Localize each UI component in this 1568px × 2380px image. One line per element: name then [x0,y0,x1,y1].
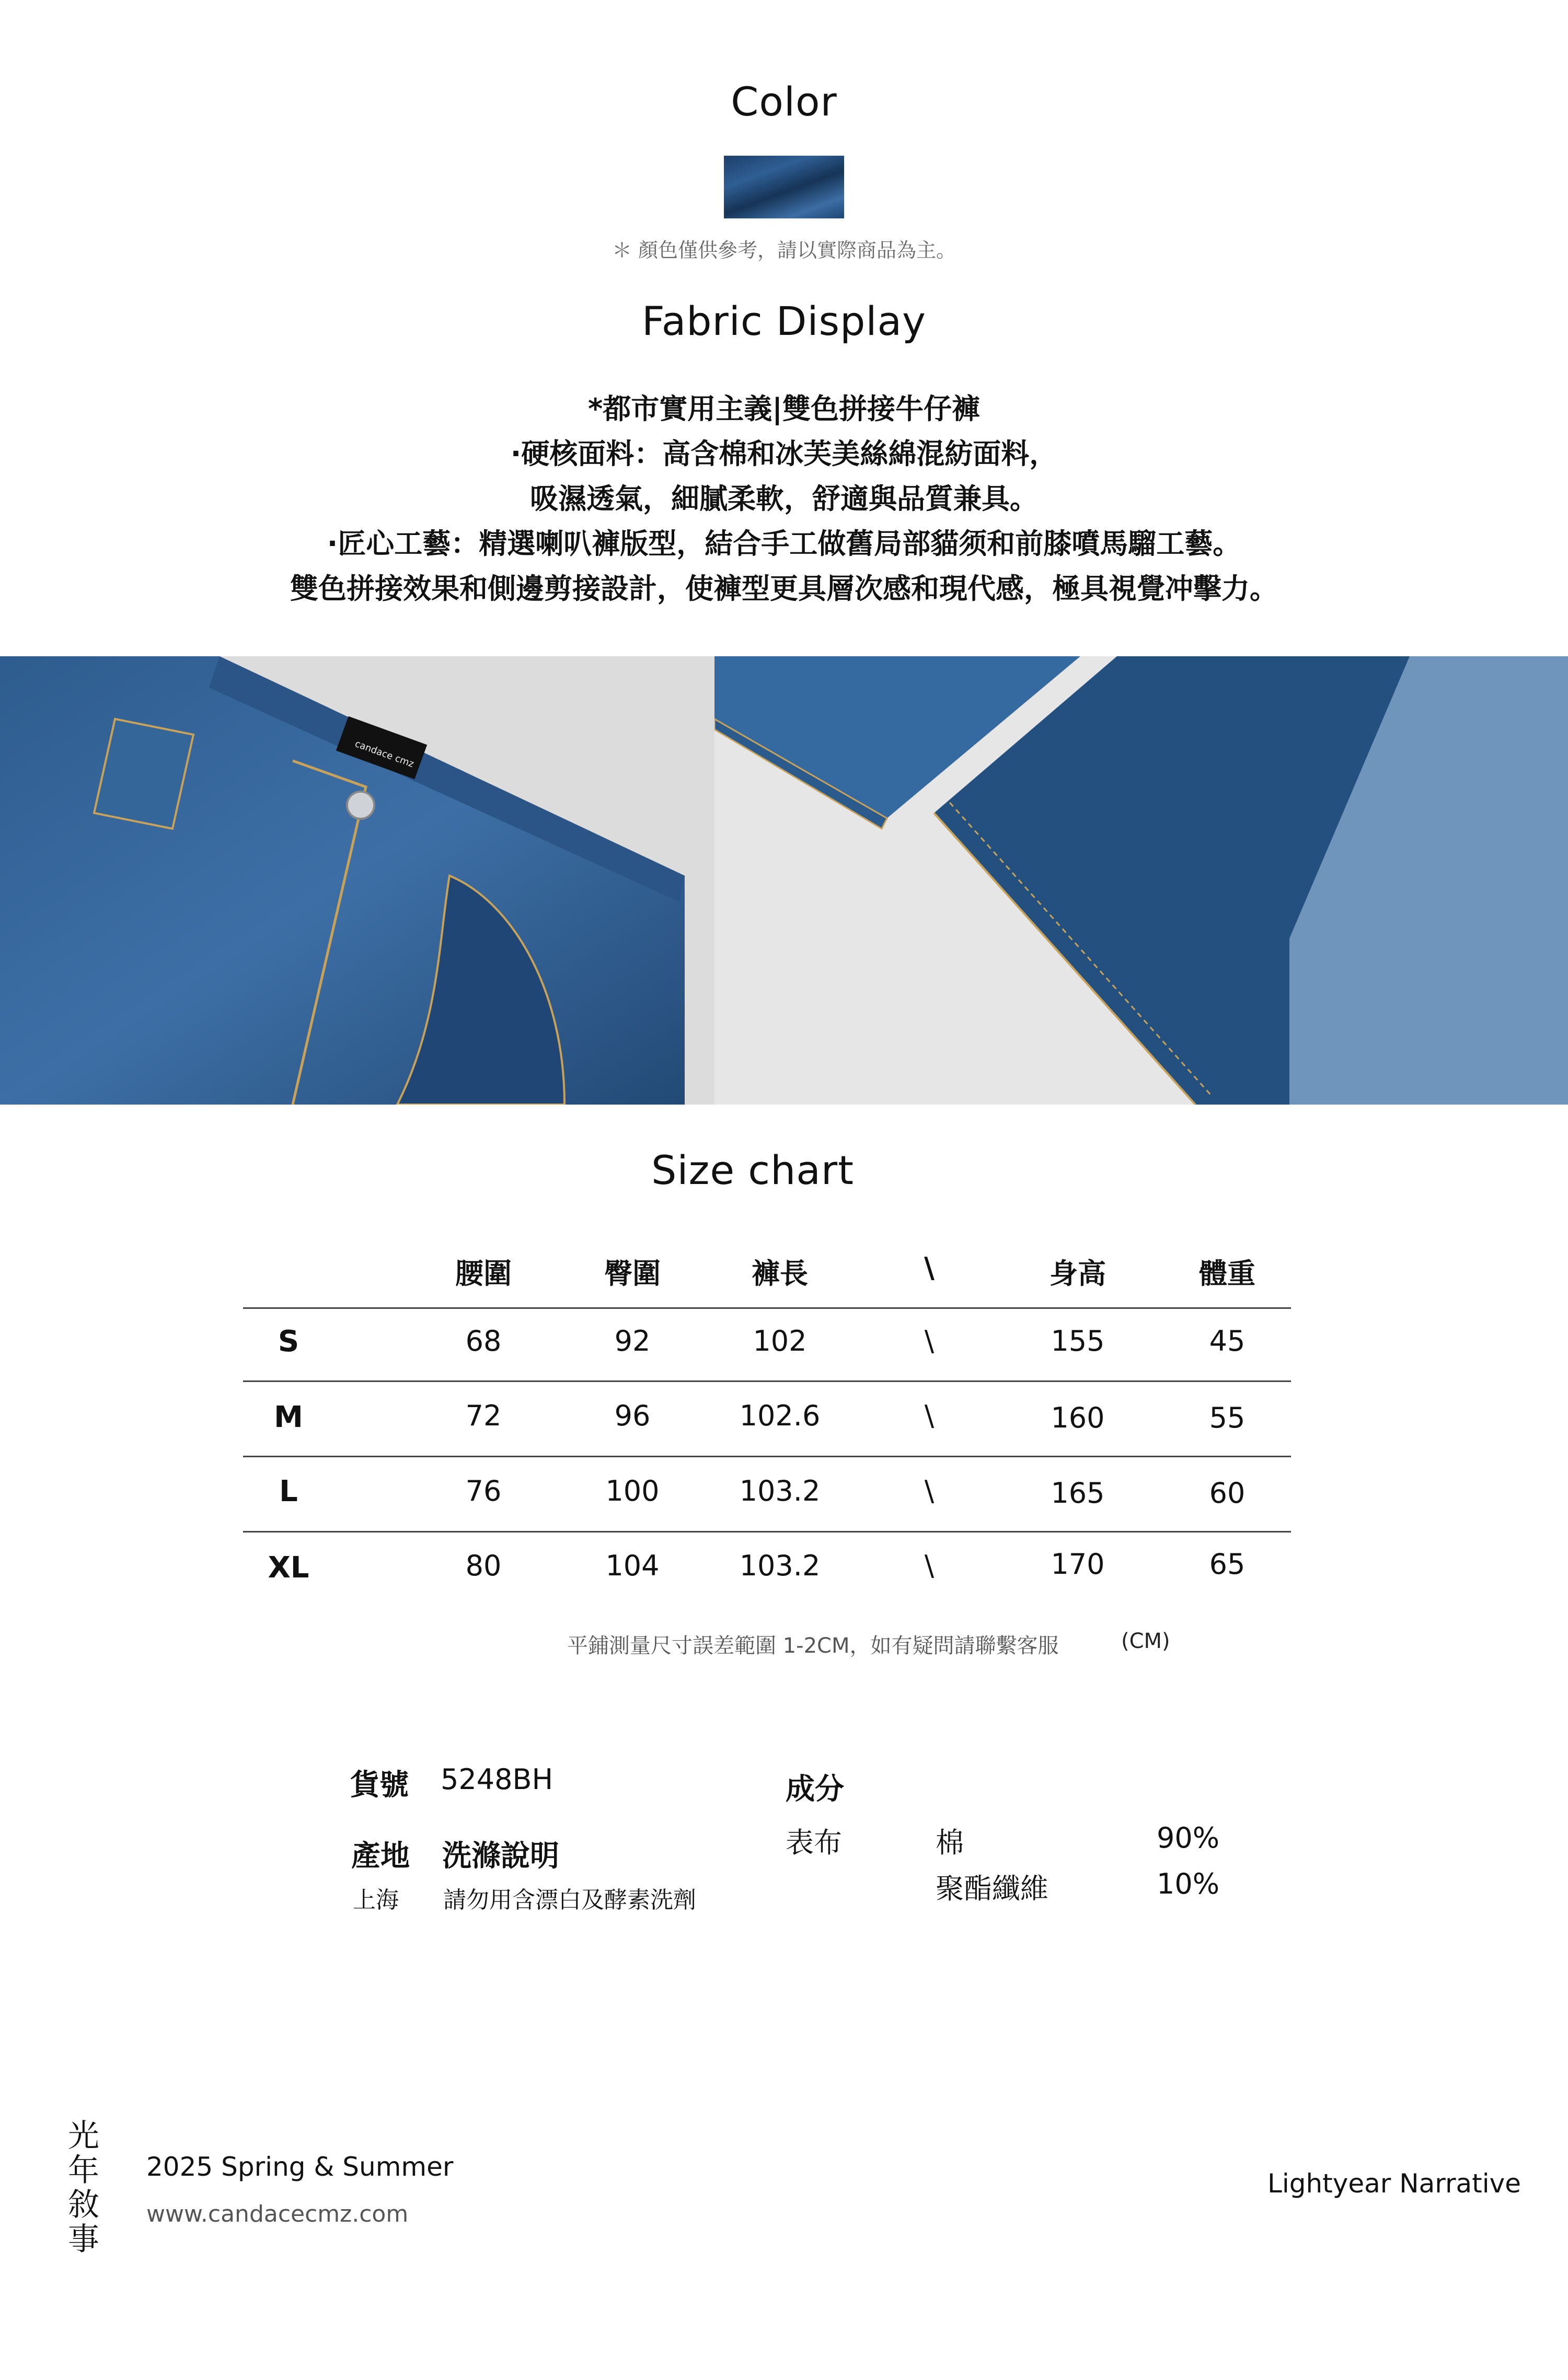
material-percent: 10% [1157,1867,1220,1900]
color-note: ＊ 顏色僅供參考，請以實際商品為主。 [612,239,956,262]
table-cell: 165 [1051,1477,1105,1510]
table-cell: 80 [465,1549,502,1582]
fabric-line: 吸濕透氣，細膩柔軟，舒適與品質兼具。 [530,482,1038,515]
header-weight: 體重 [1199,1257,1255,1290]
fabric-line: ·匠心工藝：精選喇叭褲版型，結合手工做舊局部貓须和前膝噴馬騮工藝。 [327,527,1241,560]
table-cell: 100 [605,1475,660,1507]
size-label: L [279,1475,298,1508]
photo-label: candace cmz [353,738,416,770]
brand-char: 光 [68,2118,99,2154]
header-hip: 臀圍 [604,1257,661,1290]
table-cell: 170 [1051,1548,1105,1581]
brand-char: 事 [68,2221,99,2258]
table-rule [243,1307,1291,1309]
table-cell: \ [924,1399,935,1432]
table-cell: 55 [1209,1401,1246,1434]
size-label: XL [268,1551,309,1585]
brand-english: Lightyear Narrative [1267,2168,1521,2199]
item-number-value: 5248BH [441,1763,554,1796]
color-swatch[interactable] [724,156,844,218]
size-chart-note: 平鋪測量尺寸誤差範圍 1-2CM，如有疑問請聯繫客服 [567,1634,1059,1658]
header-separator: \ [924,1251,935,1284]
fabric-line: ·硬核面料：高含棉和冰芙美絲綿混紡面料， [510,437,1058,470]
color-title: Color [731,78,837,125]
table-cell: 103.2 [739,1475,821,1507]
table-cell: 45 [1209,1325,1246,1357]
fabric-title: Fabric Display [642,298,926,344]
table-cell: 92 [614,1325,651,1357]
table-rule [243,1456,1291,1457]
table-cell: \ [924,1325,935,1357]
table-rule [243,1380,1291,1382]
table-cell: 72 [465,1399,502,1432]
brand-vertical-text [63,2119,105,2257]
size-label: M [274,1400,303,1434]
fabric-line: 雙色拼接效果和側邊剪接設計，使褲型更具層次感和現代感，極具視覺冲擊力。 [290,572,1278,605]
table-cell: 155 [1051,1325,1105,1357]
composition-label: 成分 [786,1772,844,1806]
header-length: 褲長 [752,1257,808,1290]
table-cell: 96 [614,1399,651,1432]
table-cell: 68 [465,1325,502,1357]
fabric-line: *都市實用主義|雙色拼接牛仔褲 [588,392,980,425]
item-number-label: 貨號 [350,1768,409,1802]
table-cell: 65 [1209,1548,1246,1581]
brand-char: 敘 [68,2187,99,2223]
outer-fabric-label: 表布 [786,1826,842,1859]
wash-label: 洗滌說明 [442,1839,559,1873]
table-cell: 102.6 [739,1399,821,1432]
table-cell: 103.2 [739,1549,821,1582]
wash-value: 請勿用含漂白及酵素洗劑 [443,1887,696,1913]
photo-waistband [0,656,714,1105]
material-name: 聚酯纖維 [936,1872,1048,1905]
material-name: 棉 [936,1826,964,1859]
size-label: S [278,1325,299,1359]
header-height: 身高 [1050,1257,1106,1290]
size-chart-title: Size chart [651,1147,854,1193]
size-chart-unit: (CM) [1121,1629,1170,1653]
origin-value: 上海 [353,1887,399,1913]
website-link[interactable]: www.candacecmz.com [146,2201,409,2227]
table-cell: 102 [753,1325,807,1357]
fabric-description [0,387,1568,611]
season-label: 2025 Spring & Summer [146,2152,454,2182]
origin-label: 產地 [351,1839,410,1873]
table-cell: \ [924,1549,935,1582]
table-cell: 76 [465,1475,502,1507]
material-percent: 90% [1157,1821,1220,1854]
photo-hem [714,656,1568,1105]
header-waist: 腰圍 [455,1257,512,1290]
brand-char: 年 [68,2152,99,2189]
table-cell: 60 [1209,1477,1246,1510]
table-cell: 104 [605,1549,660,1582]
table-cell: \ [924,1475,935,1507]
table-rule [243,1531,1291,1533]
table-cell: 160 [1051,1401,1105,1434]
